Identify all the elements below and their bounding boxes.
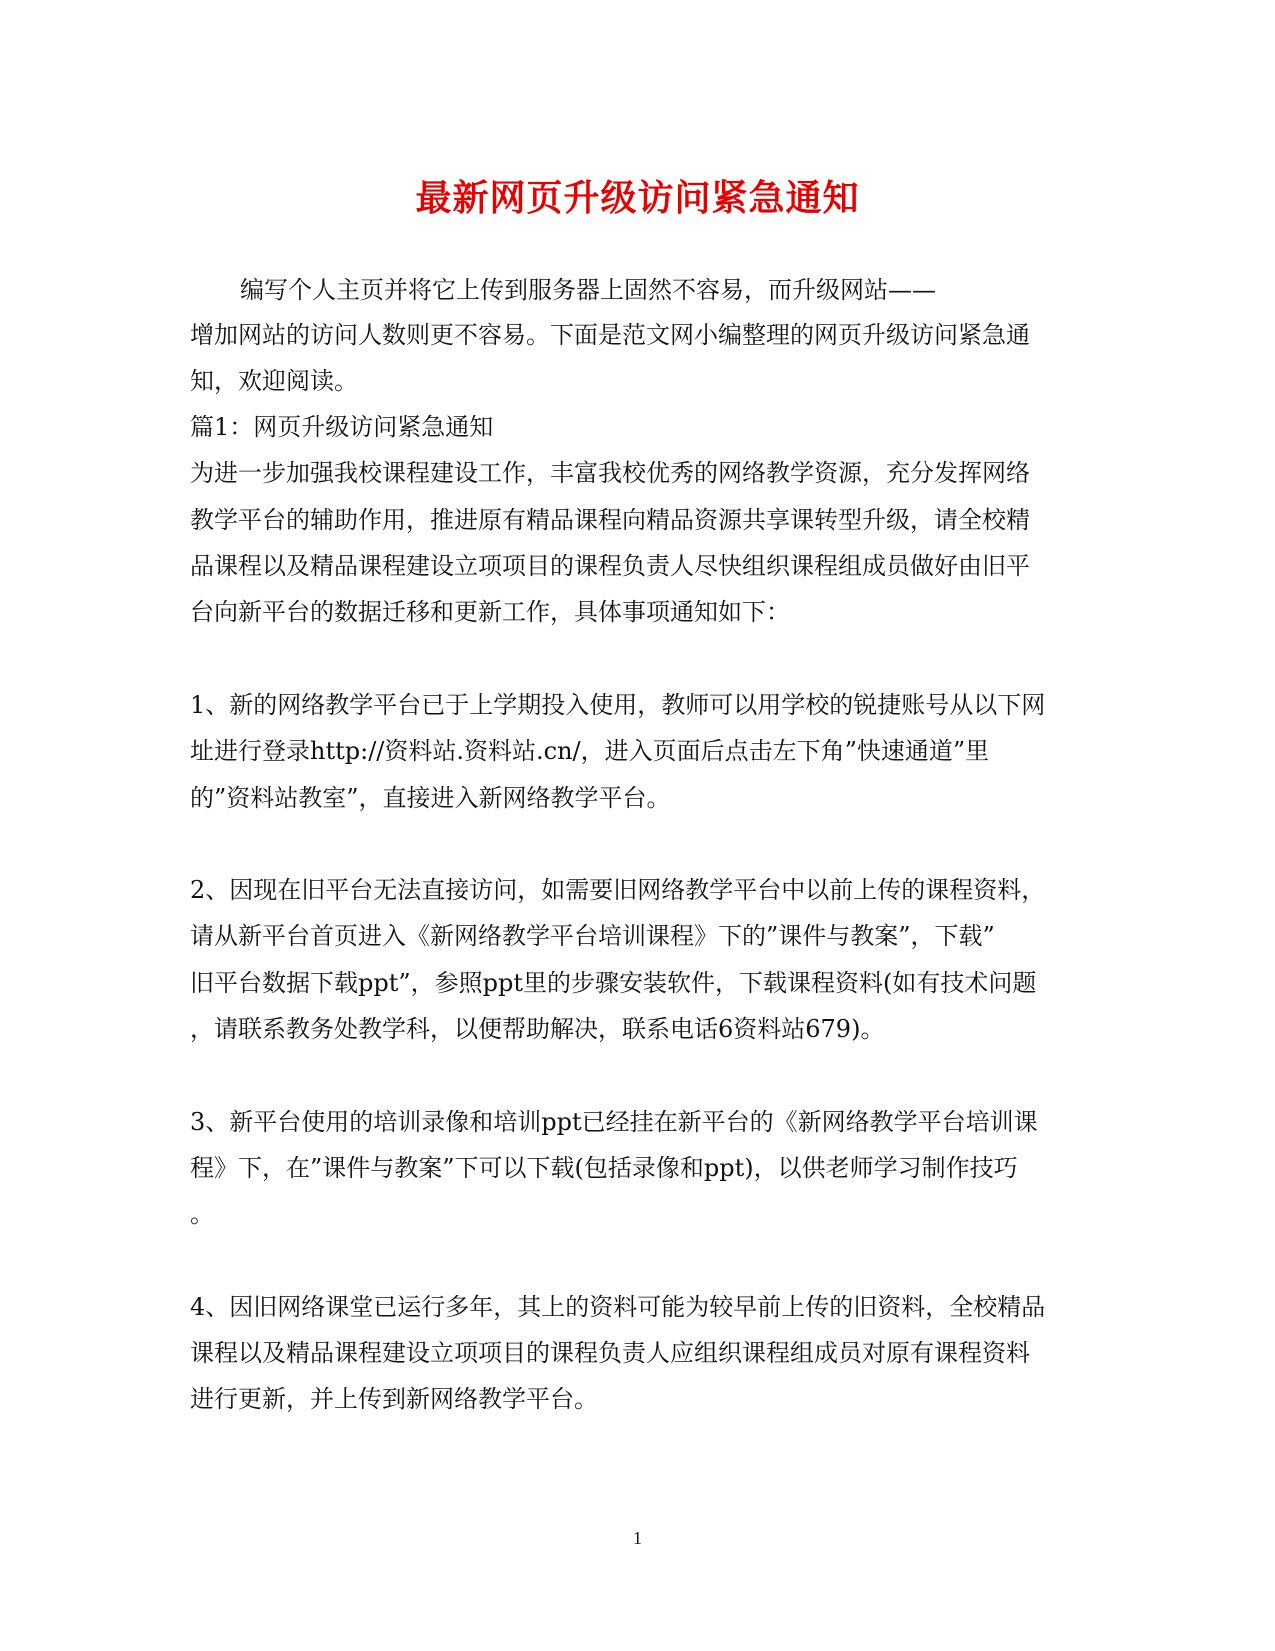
item1-line-1: 1、新的网络教学平台已于上学期投入使用，教师可以用学校的锐捷账号从以下网 [190, 691, 1046, 719]
body-line-3: 品课程以及精品课程建设立项项目的课程负责人尽快组织课程组成员做好由旧平 [190, 552, 1030, 580]
section-heading: 篇1：网页升级访问紧急通知 [190, 413, 494, 441]
item1-line-2: 址进行登录http://资料站.资料站.cn/，进入页面后点击左下角”快速通道”里 [190, 737, 990, 765]
item2-line-2: 请从新平台首页进入《新网络教学平台培训课程》下的”课件与教案”，下载” [190, 922, 995, 950]
intro-line-1: 编写个人主页并将它上传到服务器上固然不容易，而升级网站—— [240, 276, 936, 304]
item4-line-3: 进行更新，并上传到新网络教学平台。 [190, 1385, 598, 1413]
document-title: 最新网页升级访问紧急通知 [415, 177, 860, 219]
intro-line-2: 增加网站的访问人数则更不容易。下面是范文网小编整理的网页升级访问紧急通 [190, 321, 1030, 349]
page-number: 1 [633, 1528, 642, 1548]
item1-line-3: 的”资料站教室”，直接进入新网络教学平台。 [190, 784, 671, 812]
item3-line-2: 程》下，在”课件与教案”下可以下载(包括录像和ppt)，以供老师学习制作技巧 [190, 1154, 1018, 1182]
item4-line-1: 4、因旧网络课堂已运行多年，其上的资料可能为较早前上传的旧资料，全校精品 [190, 1293, 1046, 1321]
item2-line-1: 2、因现在旧平台无法直接访问，如需要旧网络教学平台中以前上传的课程资料， [190, 876, 1046, 904]
item3-line-1: 3、新平台使用的培训录像和培训ppt已经挂在新平台的《新网络教学平台培训课 [190, 1108, 1038, 1136]
item3-line-3: 。 [190, 1200, 214, 1228]
intro-line-3: 知，欢迎阅读。 [190, 367, 358, 395]
item4-line-2: 课程以及精品课程建设立项项目的课程负责人应组织课程组成员对原有课程资料 [190, 1339, 1030, 1367]
item2-line-4: ，请联系教务处教学科，以便帮助解决，联系电话6资料站679)。 [190, 1015, 885, 1043]
body-line-1: 为进一步加强我校课程建设工作，丰富我校优秀的网络教学资源，充分发挥网络 [190, 459, 1030, 487]
item2-line-3: 旧平台数据下载ppt”，参照ppt里的步骤安装软件，下载课程资料(如有技术问题 [190, 969, 1037, 997]
body-line-4: 台向新平台的数据迁移和更新工作，具体事项通知如下： [190, 598, 790, 626]
body-line-2: 教学平台的辅助作用，推进原有精品课程向精品资源共享课转型升级，请全校精 [190, 506, 1030, 534]
